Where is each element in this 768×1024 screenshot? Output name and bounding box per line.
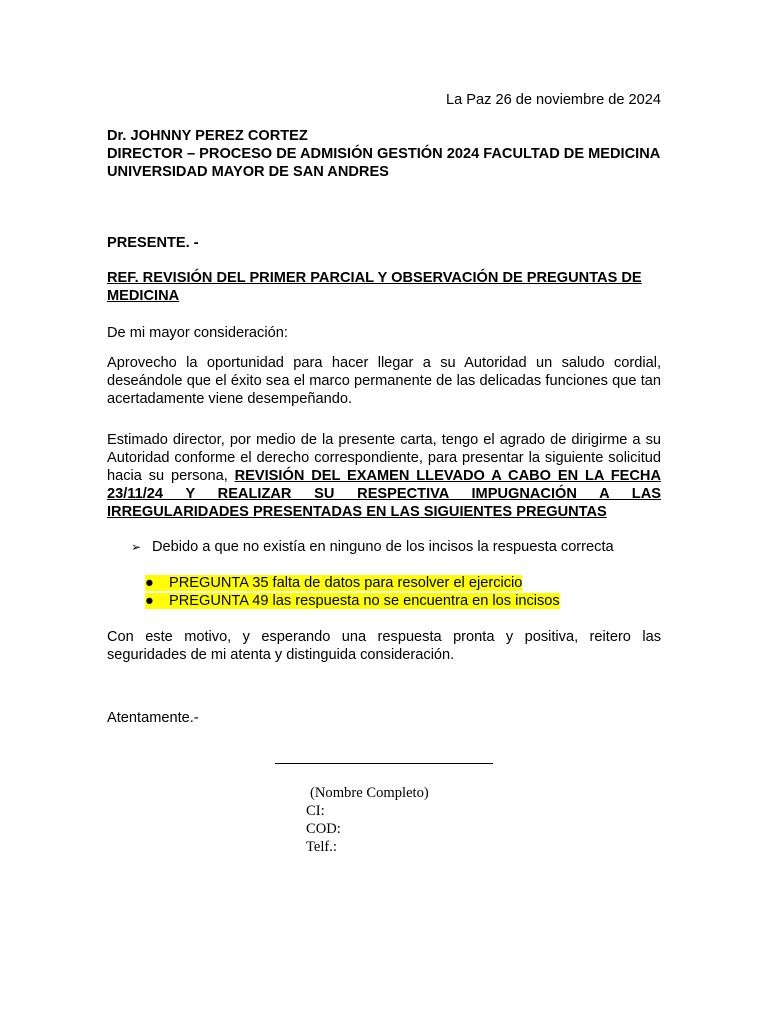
signature-cod-label: COD: [306,821,341,837]
paragraph-2-intro: Estimado director, por medio de la presente carta, tengo el agrado de dirigirme a su Autoridad conforme el derecho correspondiente, para presentar la siguiente solicitud hacia su persona, [107,432,661,484]
reference-line: REF. REVISIÓN DEL PRIMER PARCIAL Y OBSERVACIÓN DE PREGUNTAS DE MEDICINA [107,270,642,304]
recipient-institution: UNIVERSIDAD MAYOR DE SAN ANDRES [107,164,389,180]
presente-line: PRESENTE. - [107,235,199,251]
signature-name-placeholder: (Nombre Completo) [310,785,429,801]
recipient-name: Dr. JOHNNY PEREZ CORTEZ [107,128,308,144]
recipient-block [107,127,661,181]
signature-ci-label: CI: [306,803,325,819]
arrow-bullet-icon: ➢ [131,540,142,554]
paragraph-1: Aprovecho la oportunidad para hacer llegar a su Autoridad un saludo cordial, deseándole que el éxito sea el marco permanente de las delicadas funciones que tan acertadamente viene desempeñando. [107,355,661,407]
bullet-item [145,574,560,592]
bullet-item [145,592,560,610]
bullet-item-text: PREGUNTA 35 falta de datos para resolver el ejercicio [169,575,523,591]
highlighted-bullet-list [145,574,560,610]
signature-line [275,763,493,764]
signature-telf-label: Telf.: [306,839,337,855]
paragraph-2-emphasis: REVISIÓN DEL EXAMEN LLEVADO A CABO EN LA FECHA 23/11/24 Y REALIZAR SU RESPECTIVA IMPUGNACIÓN A LAS IRREGULARIDADES PRESENTADAS EN LAS SIGUIENTES PREGUNTAS [107,468,661,520]
bullet-dot-icon: ● [145,575,154,591]
recipient-title: DIRECTOR – PROCESO DE ADMISIÓN GESTIÓN 2024 FACULTAD DE MEDICINA [107,146,661,162]
arrow-list-item-text: Debido a que no existía en ninguno de los incisos la respuesta correcta [152,539,614,555]
paragraph-2 [107,431,661,521]
date-line: La Paz 26 de noviembre de 2024 [445,92,661,108]
bullet-item-text: PREGUNTA 49 las respuesta no se encuentra en los incisos [169,593,560,609]
closing-paragraph: Con este motivo, y esperando una respuesta pronta y positiva, reitero las seguridades de mi atenta y distinguida consideración. [107,629,661,663]
greeting: De mi mayor consideración: [107,325,288,341]
signature-block [306,784,429,856]
valediction: Atentamente.- [107,710,199,726]
arrow-list-item [131,538,614,556]
bullet-dot-icon: ● [145,593,154,609]
